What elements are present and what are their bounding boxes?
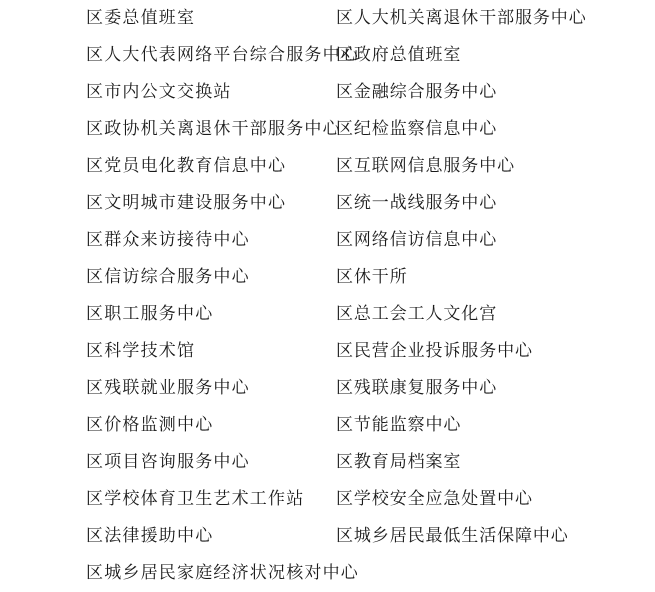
list-item: 区法律援助中心 [86, 526, 214, 546]
list-item: 区教育局档案室 [336, 452, 462, 472]
list-item: 区委总值班室 [86, 8, 196, 28]
list-item: 区休干所 [336, 267, 408, 287]
list-item: 区人大机关离退休干部服务中心 [336, 8, 587, 28]
list-item: 区职工服务中心 [86, 304, 214, 324]
list-item: 区互联网信息服务中心 [336, 156, 515, 176]
list-item: 区纪检监察信息中心 [336, 119, 498, 139]
list-item: 区网络信访信息中心 [336, 230, 498, 250]
list-item: 区残联就业服务中心 [86, 378, 250, 398]
list-item: 区残联康复服务中心 [336, 378, 498, 398]
list-item: 区价格监测中心 [86, 415, 214, 435]
list-item: 区政府总值班室 [336, 45, 462, 65]
list-item: 区学校体育卫生艺术工作站 [86, 489, 305, 509]
list-item: 区项目咨询服务中心 [86, 452, 250, 472]
list-item: 区民营企业投诉服务中心 [336, 341, 533, 361]
list-item: 区文明城市建设服务中心 [86, 193, 287, 213]
list-item: 区信访综合服务中心 [86, 267, 250, 287]
list-item: 区群众来访接待中心 [86, 230, 250, 250]
list-item: 区党员电化教育信息中心 [86, 156, 287, 176]
list-item: 区城乡居民家庭经济状况核对中心 [86, 563, 359, 583]
list-item: 区学校安全应急处置中心 [336, 489, 533, 509]
list-item: 区科学技术馆 [86, 341, 196, 361]
list-item: 区政协机关离退休干部服务中心 [86, 119, 341, 139]
list-item: 区节能监察中心 [336, 415, 462, 435]
list-item: 区金融综合服务中心 [336, 82, 498, 102]
list-item: 区市内公文交换站 [86, 82, 232, 102]
list-item: 区人大代表网络平台综合服务中心 [86, 45, 359, 65]
list-item: 区总工会工人文化宫 [336, 304, 498, 324]
list-item: 区城乡居民最低生活保障中心 [336, 526, 569, 546]
list-item: 区统一战线服务中心 [336, 193, 498, 213]
